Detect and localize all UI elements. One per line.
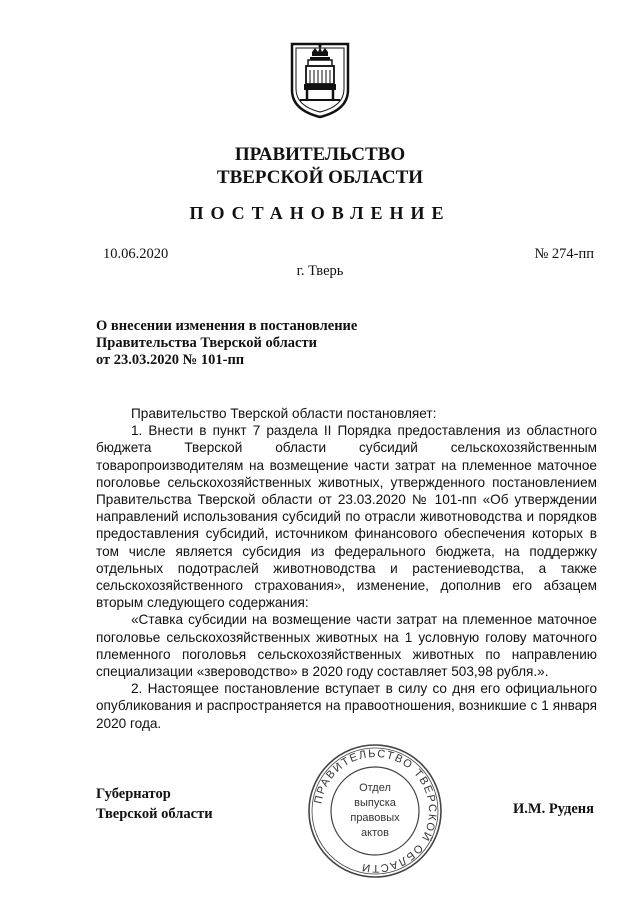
government-line-1: ПРАВИТЕЛЬСТВО (234, 144, 406, 165)
stamp-ring-text: ПРАВИТЕЛЬСТВО ТВЕРСКОЙ ОБЛАСТИ (312, 747, 439, 875)
subject-line-3: от 23.03.2020 № 101-пп (96, 352, 245, 368)
stamp-line-3: правовых (350, 812, 400, 824)
government-title (0, 143, 640, 189)
document-city: г. Тверь (296, 263, 344, 279)
subject-line-1: О внесении изменения в постановление (96, 318, 358, 334)
government-line-2: ТВЕРСКОЙ ОБЛАСТИ (216, 167, 424, 188)
document-subject (96, 318, 416, 369)
body-paragraph-4: 2. Настоящее постановление вступает в силу со дня его официального опубликования и распространяется на правоотношения, возникшие с 1 января 2020 года. (96, 681, 597, 731)
signatory-name: И.М. Руденя (512, 801, 594, 817)
stamp-line-1: Отдел (359, 782, 391, 794)
coat-of-arms-icon (288, 40, 352, 120)
body-paragraph-2: 1. Внести в пункт 7 раздела II Порядка предоставления из областного бюджета Тверской области субсидий сельскохозяйственным товаропроизводителям на возмещение части затрат на племенное маточное поголовье сельскохозяйственных животных, утвержденного постановлением Правительства Тверской области от 23.03.2020 № 101-пп «Об утверждении направлений использования субсидий по отрасли животноводства и порядков предоставления субсидий, источником финансового обеспечения которых в том числе является субсидия из федерального бюджета, на поддержку отдельных подотраслей животноводства и растениеводства, а также сельскохозяйственного страхования», изменение, дополнив его абзацем вторым следующего содержания: (96, 423, 597, 611)
signatory-title-line-1: Губернатор (96, 786, 171, 802)
document-type: ПОСТАНОВЛЕНИЕ (189, 203, 451, 223)
document-number: № 274-пп (534, 246, 594, 262)
document-body (96, 405, 597, 732)
body-paragraph-1: Правительство Тверской области постановляет: (131, 406, 437, 421)
stamp-inner-text (306, 742, 444, 880)
signatory-title-line-2: Тверской области (96, 806, 213, 822)
signatory-title (96, 784, 213, 824)
stamp-line-4: актов (361, 827, 389, 839)
subject-line-2: Правительства Тверской области (96, 335, 317, 351)
body-paragraph-3: «Ставка субсидии на возмещение части затрат на племенное маточное поголовье сельскохозяйственных животных на 1 условную голову маточного племенного поголовья сельскохозяйственных животных по направлению специализации «звероводство» в 2020 году составляет 503,98 рубля.». (96, 612, 597, 680)
stamp-line-2: выпуска (354, 797, 396, 809)
document-date: 10.06.2020 (103, 246, 169, 262)
